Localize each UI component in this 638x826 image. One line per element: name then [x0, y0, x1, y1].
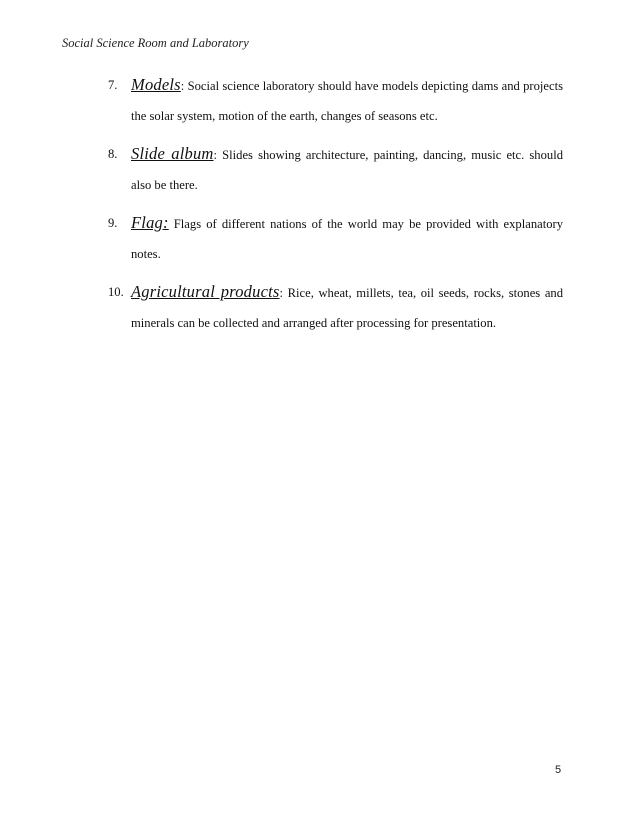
numbered-list [108, 70, 563, 346]
list-item [108, 208, 563, 269]
item-text: Flags of different nations of the world may be provided with explanatory notes. [131, 217, 563, 261]
item-number: 7. [108, 78, 118, 92]
item-body [131, 208, 563, 269]
page-number: 5 [555, 764, 562, 776]
item-text: : Slides showing architecture, painting, dancing, music etc. should also be there. [131, 148, 563, 192]
item-number: 8. [108, 147, 118, 161]
list-item [108, 139, 563, 200]
item-number: 10. [108, 285, 124, 299]
item-term: Models [131, 75, 181, 94]
item-body [131, 277, 563, 338]
item-body [131, 70, 563, 131]
item-number: 9. [108, 216, 118, 230]
item-term: Slide album [131, 144, 214, 163]
list-item [108, 277, 563, 338]
item-term: Agricultural products [131, 282, 280, 301]
running-header: Social Science Room and Laboratory [62, 36, 249, 50]
item-text: : Social science laboratory should have models depicting dams and projects the solar system, motion of the earth, changes of seasons etc. [131, 79, 563, 123]
item-body [131, 139, 563, 200]
item-term: Flag: [131, 213, 169, 232]
list-item [108, 70, 563, 131]
item-text: : Rice, wheat, millets, tea, oil seeds, rocks, stones and minerals can be collected and arranged after processing for presentation. [131, 286, 564, 330]
